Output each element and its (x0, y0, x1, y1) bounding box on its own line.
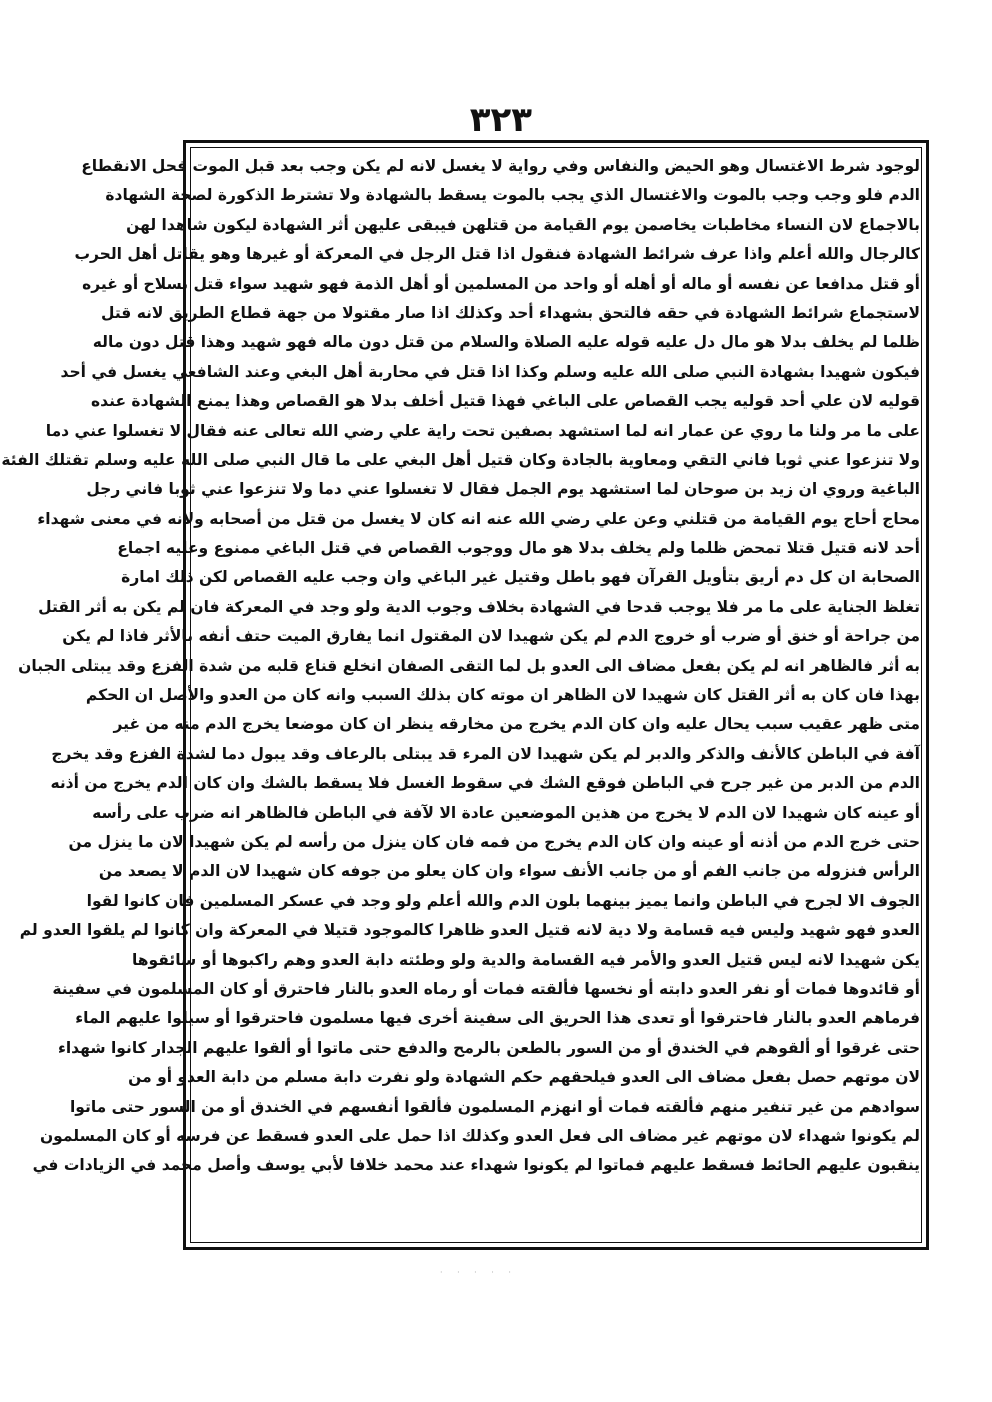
text-line: حتى غرقوا أو ألقوهم في الخندق أو من السور بالطعن بالرمح والدفع حتى ماتوا أو ألقوا عليهم الجدار كانوا شهداء (57, 1038, 920, 1057)
text-line: فيكون شهيدا بشهادة النبي صلى الله عليه وسلم وكذا اذا قتل في محاربة أهل البغي وعند الشافعي يغسل في أحد (60, 362, 920, 381)
text-line: ظلما لم يخلف بدلا هو مال دل عليه قوله عليه الصلاة والسلام من قتل دون ماله فهو شهيد وهذا قتل دون ماله (92, 333, 920, 352)
text-line: يكن شهيدا لانه ليس قتيل العدو والأمر فيه القسامة والدية ولو وطئته دابة العدو وهم راكبوها أو سائقوها (131, 950, 920, 969)
text-line: الدم من الدبر من غير جرح في الباطن فوقع الشك في سقوط الغسل فلا يسقط بالشك وان كان الدم يخرج من أذنه (50, 774, 920, 793)
text-line: كالرجال والله أعلم واذا عرف شرائط الشهادة فنقول اذا قتل الرجل في المعركة أو غيرها وهو يقاتل أهل الحرب (74, 245, 920, 264)
text-line: على ما مر ولنا ما روي عن عمار انه لما استشهد بصفين تحت راية علي رضي الله تعالى عنه فقال لا تغسلوا عني دما (45, 421, 920, 440)
text-line: حتى خرج الدم من أذنه أو عينه وان كان الدم يخرج من فمه فان كان ينزل من رأسه لم يكن شهيدا لان ما ينزل من (68, 832, 920, 851)
page-number: ٣٢٣ (469, 100, 532, 140)
text-line: لاستجماع شرائط الشهادة في حقه فالتحق بشهداء أحد وكذلك اذا صار مقتولا من جهة قطاع الطريق لانه قتل (100, 303, 920, 322)
text-line: سوادهم من غير تنفير منهم فألقته فمات أو انهزم المسلمون فألقوا أنفسهم في الخندق أو من السور حتى ماتوا (69, 1097, 920, 1116)
text-line: بالاجماع لان النساء مخاطبات يخاصمن يوم القيامة من قتلهن فيبقى عليهن أثر الشهادة ليكون شاهدا لهن (126, 215, 920, 234)
text-line: لان موتهم حصل بفعل مضاف الى العدو فيلحقهم حكم الشهادة ولو نفرت دابة مسلم من دابة العدو أو من (128, 1068, 920, 1087)
text-line: أو قتل مدافعا عن نفسه أو ماله أو أهله أو واحد من المسلمين أو أهل الذمة فهو شهيد سواء قتل بسلاح أو غيره (82, 274, 920, 293)
text-line: ينقبون عليهم الحائط فسقط عليهم فماتوا لم يكونوا شهداء عند محمد خلافا لأبي يوسف وأصل محمد في الزيادات في (32, 1156, 920, 1175)
text-line: الدم فلو وجب وجب بالموت والاغتسال الذي يجب بالموت يسقط بالشهادة ولا تشترط الذكورة لصحة الشهادة (105, 186, 920, 205)
text-line: الصحابة ان كل دم أريق بتأويل القرآن فهو باطل وقتيل غير الباغي وان وجب عليه القصاص لكن ذلك امارة (121, 568, 920, 587)
text-line: فرماهم العدو بالنار فاحترقوا أو تعدى هذا الحريق الى سفينة أخرى فيها مسلمون فاحترقوا أو سيلوا عليهم الماء (75, 1009, 920, 1028)
text-line: الجوف الا لجرح في الباطن وانما يميز بينهما بلون الدم والله أعلم ولو وجد في عسكر المسلمين فان كانوا لقوا (86, 891, 920, 910)
text-line: تغلظ الجناية على ما مر فلا يوجب قدحا في الشهادة بخلاف وجوب الدية ولو وجد في المعركة فان لم يكن به أثر القتل (38, 597, 920, 616)
text-line: محاج أحاج يوم القيامة من قتلني وعن علي رضي الله عنه انه كان لا يغسل من قتل من أصحابه ولانه في معنى شهداء (37, 509, 920, 528)
text-line: أو قائدوها فمات أو نفر العدو دابته أو نخسها فألقته فمات أو رماه العدو بالنار فاحترق أو كان المسلمون في سفينة (52, 979, 920, 998)
text-line: العدو فهو شهيد وليس فيه قسامة ولا دية لانه قتيل العدو ظاهرا كالموجود قتيلا في المعركة وان كانوا لم يلقوا العدو لم (19, 921, 920, 940)
text-line: لم يكونوا شهداء لان موتهم غير مضاف الى فعل العدو وكذلك اذا حمل على العدو فسقط عن فرسه أو كان المسلمون (39, 1126, 920, 1145)
text-line: آفة في الباطن كالأنف والذكر والدبر لم يكن شهيدا لان المرء قد يبتلى بالرعاف وقد يبول دما لشدة الفزع وقد يخرج (51, 744, 920, 763)
text-line: الرأس فنزوله من جانب الفم أو من جانب الأنف سواء وان كان يعلو من جوفه كان شهيدا لان الدم لا يصعد من (98, 862, 920, 881)
text-line: الباغية وروي ان زيد بن صوحان لما استشهد يوم الجمل فقال لا تغسلوا عني دما ولا تنزعوا عني ثوبا فاني رجل (86, 480, 920, 499)
scan-speckle: · · · · · (440, 1268, 517, 1277)
main-text-block (1, 152, 920, 1240)
text-line: بهذا فان كان به أثر القتل كان شهيدا لان الظاهر ان موته كان بذلك السبب وانه كان من العدو والأصل ان الحكم (85, 686, 920, 705)
text-line: أحد لانه قتيل قتلا تمحض ظلما ولم يخلف بدلا هو مال ووجوب القصاص في قتل الباغي ممنوع وعليه اجماع (117, 539, 920, 558)
text-line: به أثر فالظاهر انه لم يكن بفعل مضاف الى العدو بل لما التقى الصفان انخلع قناع قلبه من شدة الفزع وقد يبتلى الجبان (18, 656, 920, 675)
text-line: أو عينه كان شهيدا لان الدم لا يخرج من هذين الموضعين عادة الا لآفة في الباطن فالظاهر انه ضرب على رأسه (92, 803, 920, 822)
text-line: ولا تنزعوا عني ثوبا فاني التقي ومعاوية بالجادة وكان قتيل أهل البغي على ما قال النبي صلى الله عليه وسلم تقتلك الفئة (1, 450, 920, 469)
text-line: لوجود شرط الاغتسال وهو الحيض والنفاس وفي رواية لا يغسل لانه لم يكن وجب بعد قبل الموت فحل الانقطاع (81, 157, 920, 175)
text-line (192, 1181, 920, 1210)
text-line: متى ظهر عقيب سبب يحال عليه وان كان الدم يخرج من مخارقه ينظر ان كان موضعا يخرج الدم منه من غير (113, 715, 920, 734)
text-line: من جراحة أو خنق أو ضرب أو خروج الدم لم يكن شهيدا لان المقتول انما يفارق الميت حتف أنفه بالأثر فاذا لم يكن (62, 627, 920, 646)
text-line: قوليه لان علي أحد قوليه يجب القصاص على الباغي فهذا قتيل أخلف بدلا هو القصاص وهذا يمنع الشهادة عنده (91, 392, 920, 411)
